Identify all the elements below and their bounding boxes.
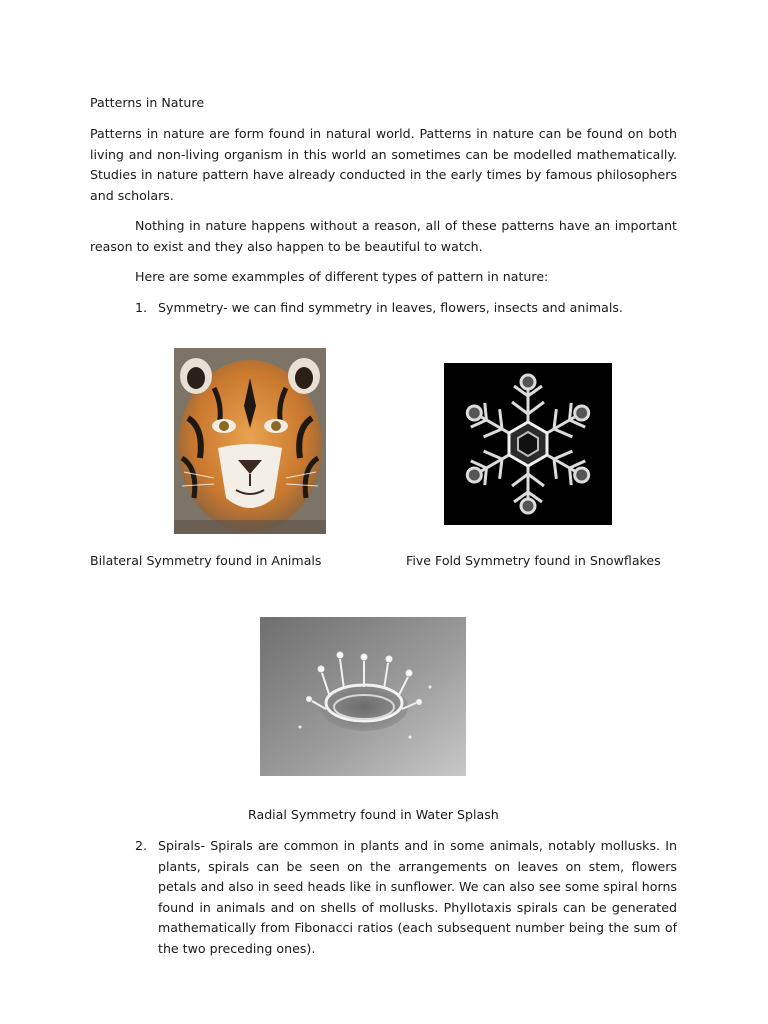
water-splash-photo <box>260 617 466 776</box>
page-title: Patterns in Nature <box>90 95 205 110</box>
figure-caption: Bilateral Symmetry found in Animals <box>90 553 322 568</box>
tiger-photo <box>174 348 326 534</box>
list-item-symmetry: Symmetry- we can find symmetry in leaves, flowers, insects and animals. <box>158 300 623 315</box>
examples-intro: Here are some exammples of different types of pattern in nature: <box>135 269 549 284</box>
figure-caption: Five Fold Symmetry found in Snowflakes <box>406 553 661 568</box>
intro-paragraph: Patterns in nature are form found in natural world. Patterns in nature can be found on both living and non-living organism in this world an sometimes can be modelled mathematically. Studies in nature pattern have already conducted in the early times by famous philosophers and scholars. <box>90 126 677 203</box>
list-item-spirals: Spirals- Spirals are common in plants and in some animals, notably mollusks. In plants, spirals can be seen on the arrangements on leaves on stem, flowers petals and also in seed heads like in sunflower. We can also see some spiral horns found in animals and on shells of mollusks. Phyllotaxis spirals can be generated mathematically from Fibonacci ratios (each subsequent number being the sum of the two preceding ones). <box>158 838 677 956</box>
figure-caption: Radial Symmetry found in Water Splash <box>248 807 499 822</box>
snowflake-photo <box>444 363 612 525</box>
list-number: 1. <box>135 300 148 315</box>
list-number: 2. <box>135 838 148 853</box>
reason-paragraph: Nothing in nature happens without a reason, all of these patterns have an important reason to exist and they also happen to be beautiful to watch. <box>90 218 677 254</box>
